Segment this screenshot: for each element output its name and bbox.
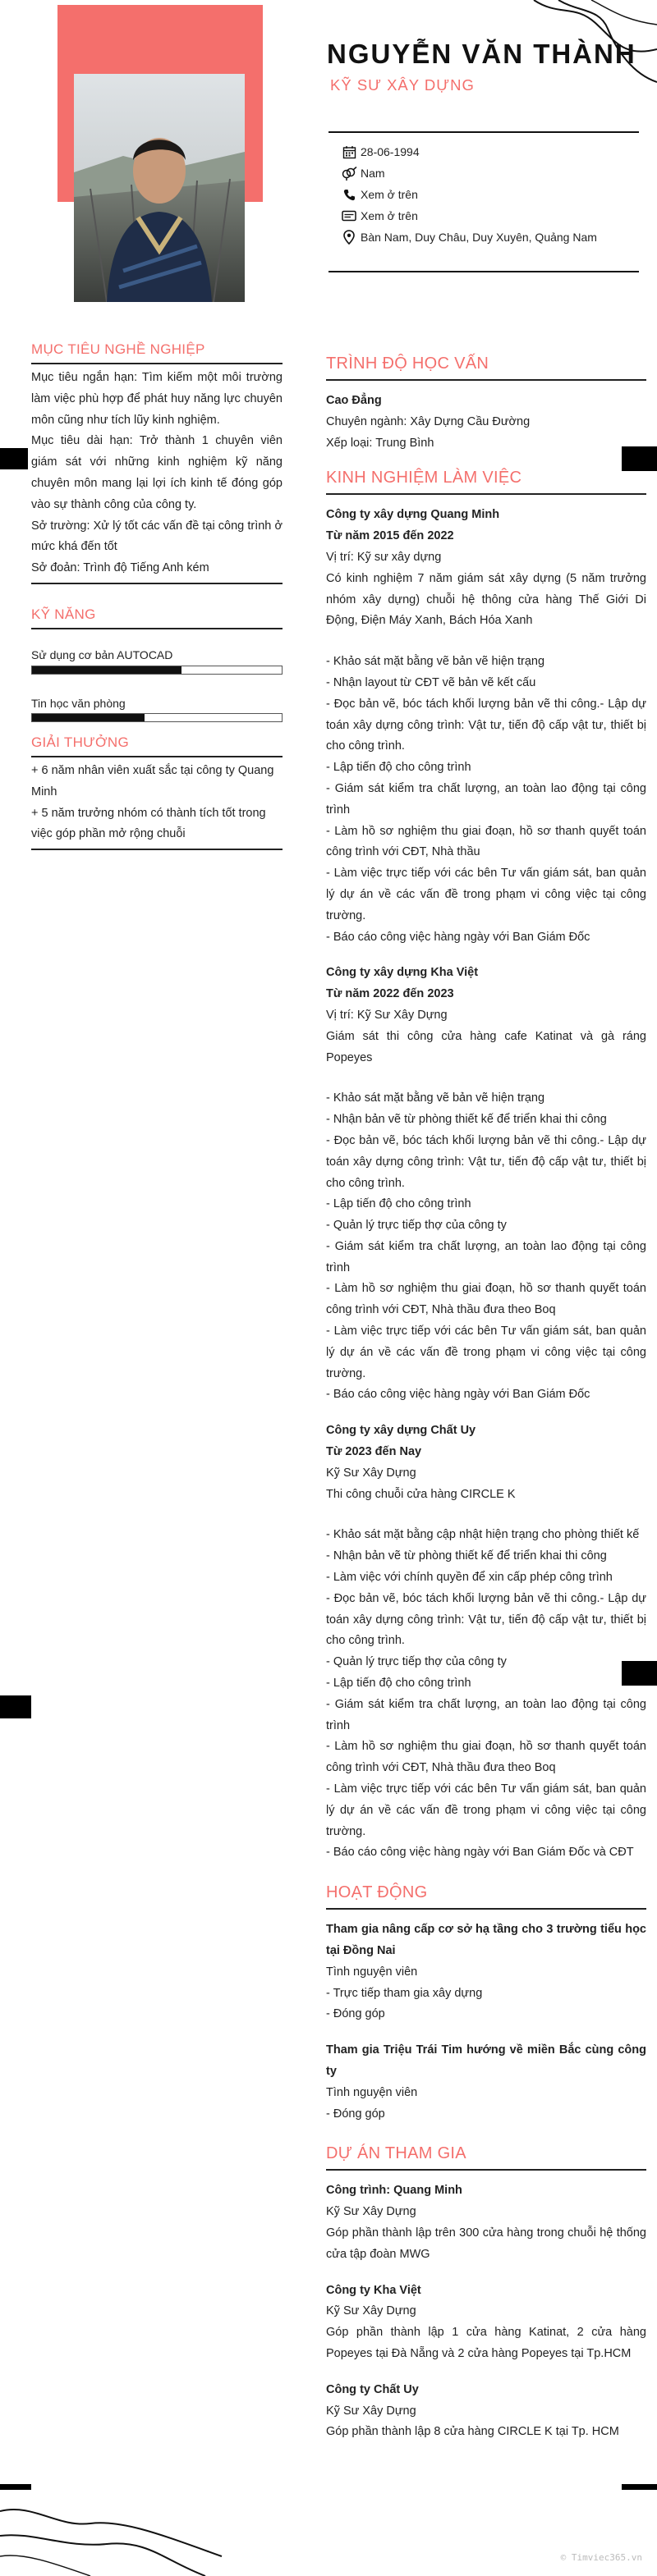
activity-line: - Trực tiếp tham gia xây dựng: [326, 1986, 483, 2000]
info-phone: [340, 184, 639, 205]
job-item: [326, 963, 646, 1406]
job-task: - Làm việc trực tiếp với các bên Tư vấn giám sát, ban quản lý dự án về các vấn đề trong phạm vi công việc tại công trường.: [326, 1782, 646, 1838]
left-column: [31, 341, 283, 868]
job-task: - Đọc bản vẽ, bóc tách khối lượng bản vẽ thi công.- Lập dự toán xây dựng công trình: Vật tư, tiến độ cấp vật tư, thiết bị cho công trình.: [326, 1133, 646, 1190]
address-value: Bàn Nam, Duy Châu, Duy Xuyên, Quảng Nam: [361, 230, 597, 244]
section-title: HOẠT ĐỘNG: [326, 1882, 646, 1910]
activity-role: Tình nguyện viên: [326, 1965, 418, 1979]
job-task: - Lập tiến độ cho công trình: [326, 761, 471, 775]
project-role: Kỹ Sư Xây Dựng: [326, 2205, 416, 2219]
job-task: - Làm việc trực tiếp với các bên Tư vấn giám sát, ban quản lý dự án về các vấn đề trong phạm vi công việc tại công trường.: [326, 867, 646, 922]
job-period: Từ năm 2015 đến 2022: [326, 529, 454, 543]
career-goal-line: Mục tiêu dài hạn: Trở thành 1 chuyên viên giám sát với những kinh nghiệm kỹ năng chuyên môn mang lại lợi ích kinh tế đóng góp vào sự thành công của công ty.: [31, 434, 283, 511]
skill-name: Sử dụng cơ bản AUTOCAD: [31, 648, 173, 662]
job-task: - Làm việc với chính quyền để xin cấp phép công trình: [326, 1571, 613, 1585]
skill-bar-fill: [32, 714, 145, 721]
project-desc: Góp phần thành lập trên 300 cửa hàng trong chuỗi hệ thống cửa tập đoàn MWG: [326, 2226, 646, 2261]
section-title: GIẢI THƯỞNG: [31, 734, 283, 757]
career-goal-line: Mục tiêu ngắn hạn: Tìm kiếm một môi trường làm việc phù hợp để phát huy năng lực chuyên môn cũng như tích lũy kinh nghiệm.: [31, 371, 283, 427]
calendar-icon: [340, 145, 358, 159]
avatar: [74, 74, 245, 302]
job-task: - Nhận bản vẽ từ phòng thiết kế để triển khai thi công: [326, 1549, 607, 1563]
job-summary: Giám sát thi công cửa hàng cafe Katinat và gà ráng Popeyes: [326, 1029, 646, 1064]
skill-item: [31, 694, 283, 722]
section-title: KỸ NĂNG: [31, 606, 283, 629]
info-email: [340, 205, 639, 226]
job-task: - Làm việc trực tiếp với các bên Tư vấn giám sát, ban quản lý dự án về các vấn đề trong phạm vi công việc tại công trường.: [326, 1325, 646, 1380]
project-desc: Góp phần thành lập 8 cửa hàng CIRCLE K tại Tp. HCM: [326, 2425, 619, 2439]
job-summary: Có kinh nghiệm 7 năm giám sát xây dựng (5 năm trưởng nhóm xây dựng) chuỗi hệ thông cửa hàng Thế Giới Di Động, Điện Máy Xanh, Bách Hóa Xanh: [326, 571, 646, 628]
info-gender: [340, 162, 639, 184]
awards-section: [31, 734, 283, 850]
job-task: - Khảo sát mặt bằng vẽ bản vẽ hiện trạng: [326, 655, 545, 669]
skill-bar: [31, 666, 283, 675]
project-item: [326, 2180, 646, 2265]
education-section: [326, 353, 646, 454]
section-title: MỤC TIÊU NGHỀ NGHIỆP: [31, 341, 283, 364]
gender-icon: [340, 167, 358, 181]
education-school: Cao Đẳng: [326, 394, 382, 407]
awards-body: [31, 757, 283, 850]
activity-line: - Đóng góp: [326, 2107, 385, 2121]
gender-value: Nam: [361, 166, 385, 180]
career-goal-line: Sở trường: Xử lý tốt các vấn đề tại công trình ở mức khá đến tốt: [31, 519, 283, 554]
job-period: Từ năm 2022 đến 2023: [326, 987, 454, 1001]
job-role: Kỹ Sư Xây Dựng: [326, 1466, 416, 1480]
job-task: - Khảo sát mặt bằng cập nhật hiện trạng cho phòng thiết kế: [326, 1528, 640, 1542]
job-task: - Lập tiến độ cho công trình: [326, 1197, 471, 1211]
job-task: - Giám sát kiểm tra chất lượng, an toàn lao động tại công trình: [326, 1239, 646, 1274]
decorative-curves-bottom: [0, 2478, 230, 2576]
job-role: Vị trí: Kỹ Sư Xây Dựng: [326, 1008, 448, 1022]
map-pin-icon: [340, 230, 358, 245]
edge-mark: [0, 448, 28, 469]
activities-section: [326, 1882, 646, 2125]
education-major: Chuyên ngành: Xây Dựng Cầu Đường: [326, 414, 531, 428]
award-item: + 5 năm trưởng nhóm có thành tích tốt trong việc góp phần mở rộng chuỗi: [31, 806, 266, 841]
activity-name: Tham gia Triệu Trái Tim hướng về miền Bắc cùng công ty: [326, 2043, 646, 2078]
envelope-icon: [340, 210, 358, 222]
job-task: - Nhận bản vẽ từ phòng thiết kế để triển khai thi công: [326, 1113, 607, 1127]
project-role: Kỹ Sư Xây Dựng: [326, 2304, 416, 2318]
job-item: [326, 1421, 646, 1864]
projects-section: [326, 2143, 646, 2443]
edge-mark: [0, 2484, 31, 2490]
phone-value: Xem ở trên: [361, 187, 418, 201]
info-address: [340, 226, 639, 248]
birthdate-value: 28-06-1994: [361, 144, 420, 158]
job-task: - Đọc bản vẽ, bóc tách khối lượng bản vẽ thi công.- Lập dự toán xây dựng công trình: Vật tư, tiến độ cấp vật tư, thiết bị cho công trình.: [326, 697, 646, 753]
job-summary: Thi công chuỗi cửa hàng CIRCLE K: [326, 1487, 516, 1501]
project-item: [326, 2380, 646, 2443]
section-title: DỰ ÁN THAM GIA: [326, 2143, 646, 2171]
project-name: Công trình: Quang Minh: [326, 2184, 462, 2198]
job-company: Công ty xây dựng Chất Uy: [326, 1424, 476, 1438]
project-item: [326, 2281, 646, 2365]
career-goal-body: [31, 364, 283, 584]
education-rank: Xếp loại: Trung Bình: [326, 436, 434, 450]
job-task: - Giám sát kiểm tra chất lượng, an toàn lao động tại công trình: [326, 781, 646, 817]
job-task: - Khảo sát mặt bằng vẽ bản vẽ hiện trạng: [326, 1091, 545, 1105]
job-task: - Báo cáo công việc hàng ngày với Ban Giám Đốc: [326, 1388, 590, 1402]
activity-role: Tình nguyện viên: [326, 2085, 418, 2099]
career-goal-line: Sở đoản: Trình độ Tiếng Anh kém: [31, 561, 209, 575]
skill-item: [31, 646, 283, 674]
right-column: [326, 353, 646, 2461]
edge-mark: [622, 2484, 657, 2490]
phone-icon: [340, 189, 358, 201]
job-item: [326, 505, 646, 948]
project-role: Kỹ Sư Xây Dựng: [326, 2404, 416, 2418]
career-goal-section: [31, 341, 283, 584]
job-role: Vị trí: Kỹ sư xây dựng: [326, 550, 442, 564]
edge-mark: [0, 1695, 31, 1718]
experience-section: [326, 467, 646, 1864]
job-task: - Làm hồ sơ nghiệm thu giai đoạn, hồ sơ thanh quyết toán công trình với CĐT, Nhà thầu đưa theo Boq: [326, 1282, 646, 1317]
job-task: - Lập tiến độ cho công trình: [326, 1677, 471, 1691]
job-task: - Quản lý trực tiếp thợ của công ty: [326, 1219, 507, 1233]
job-task: - Báo cáo công việc hàng ngày với Ban Giám Đốc và CĐT: [326, 1846, 634, 1860]
job-company: Công ty xây dựng Kha Việt: [326, 966, 479, 980]
project-name: Công ty Chất Uy: [326, 2382, 419, 2396]
project-desc: Góp phần thành lập 1 cửa hàng Katinat, 2 cửa hàng Popeyes tại Đà Nẵng và 2 cửa hàng Popeyes tại Tp.HCM: [326, 2326, 646, 2360]
email-value: Xem ở trên: [361, 208, 418, 222]
info-birthdate: [340, 141, 639, 162]
job-title: KỸ SƯ XÂY DỰNG: [330, 76, 475, 94]
award-item: + 6 năm nhân viên xuất sắc tại công ty Quang Minh: [31, 764, 274, 798]
job-task: - Đọc bản vẽ, bóc tách khối lượng bản vẽ thi công.- Lập dự toán xây dựng công trình: Vật tư, tiến độ cấp vật tư, thiết bị cho công trình.: [326, 1591, 646, 1648]
activity-line: - Đóng góp: [326, 2007, 385, 2021]
job-task: - Nhận layout từ CĐT vẽ bản vẽ kết cấu: [326, 675, 536, 689]
section-title: KINH NGHIỆM LÀM VIỆC: [326, 467, 646, 495]
job-task: - Làm hồ sơ nghiệm thu giai đoạn, hồ sơ thanh quyết toán công trình với CĐT, Nhà thầu đưa theo Boq: [326, 1740, 646, 1775]
job-company: Công ty xây dựng Quang Minh: [326, 508, 500, 522]
activity-item: [326, 2040, 646, 2125]
skill-name: Tin học văn phòng: [31, 696, 126, 710]
watermark: © Timviec365.vn: [560, 2552, 642, 2563]
skills-section: [31, 606, 283, 722]
candidate-name: NGUYỄN VĂN THÀNH: [327, 39, 636, 69]
job-task: - Làm hồ sơ nghiệm thu giai đoạn, hồ sơ thanh quyết toán công trình với CĐT, Nhà thầu: [326, 824, 646, 859]
job-task: - Quản lý trực tiếp thợ của công ty: [326, 1655, 507, 1669]
skill-bar-fill: [32, 666, 181, 674]
activity-name: Tham gia nâng cấp cơ sở hạ tầng cho 3 trường tiểu học tại Đồng Nai: [326, 1923, 646, 1957]
activity-item: [326, 1919, 646, 2025]
section-title: TRÌNH ĐỘ HỌC VẤN: [326, 353, 646, 381]
job-period: Từ 2023 đến Nay: [326, 1445, 422, 1459]
contact-info: [328, 131, 639, 272]
job-task: - Giám sát kiểm tra chất lượng, an toàn lao động tại công trình: [326, 1697, 646, 1732]
project-name: Công ty Kha Việt: [326, 2283, 421, 2297]
skill-bar: [31, 713, 283, 722]
job-task: - Báo cáo công việc hàng ngày với Ban Giám Đốc: [326, 930, 590, 944]
